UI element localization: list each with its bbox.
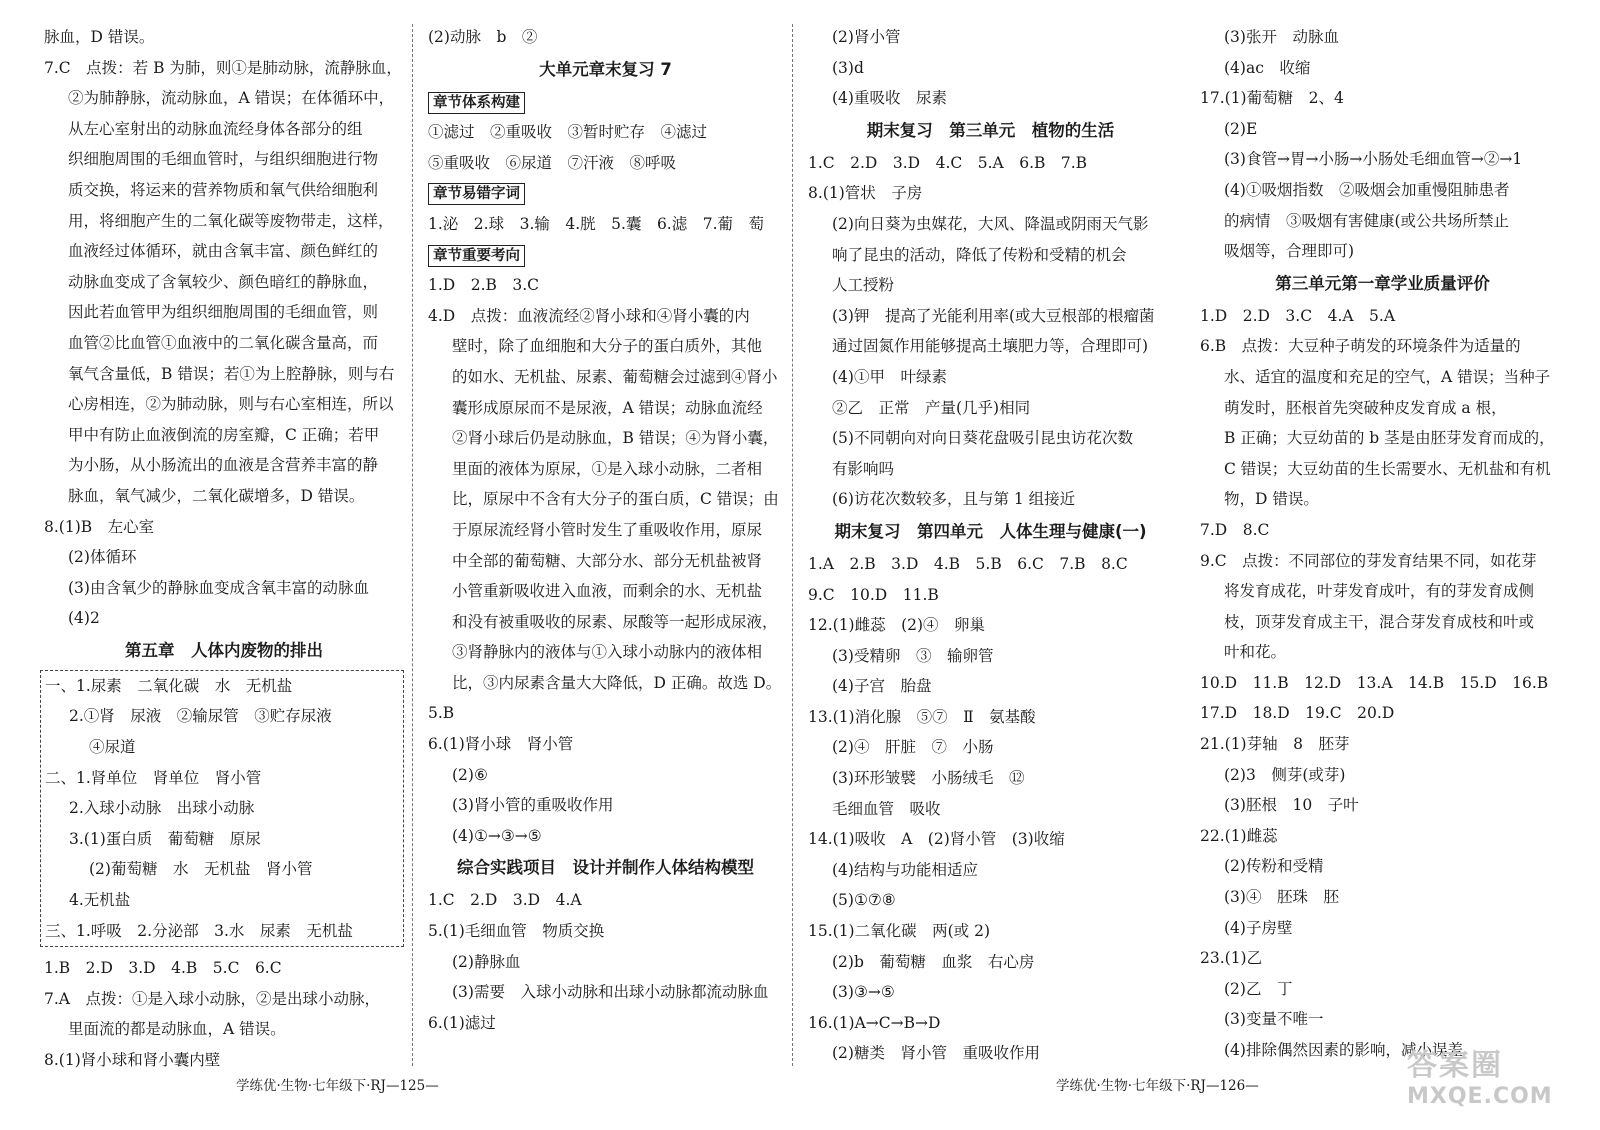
text-line: (3)由含氧少的静脉血变成含氧丰富的动脉血 (68, 578, 369, 597)
text-line: 囊形成原尿而不是尿液，A 错误；动脉血流经 (452, 398, 763, 417)
text-line: (2)④ 肝脏 ⑦ 小肠 (832, 738, 994, 757)
text-line: 水、适宜的温度和充足的空气，A 错误；当种子 (1224, 367, 1551, 386)
text-line: (3)肾小管的重吸收作用 (452, 796, 614, 815)
section-tag: 章节易错字词 (428, 183, 525, 205)
text-line: ⑤重吸收 ⑥尿道 ⑦汗液 ⑧呼吸 (428, 153, 677, 172)
text-line: (2)3 侧芽(或芽) (1224, 765, 1346, 784)
text-line: 23.(1)乙 (1200, 949, 1263, 968)
text-line: C 错误；大豆幼苗的生长需要水、无机盐和有机 (1224, 459, 1551, 478)
section-heading: 第三单元第一章学业质量评价 (1275, 273, 1490, 293)
text-line: 9.C 点拨：不同部位的芽发育结果不同，如花芽 (1200, 551, 1537, 570)
column-divider (412, 24, 413, 1066)
text-line: (4)重吸收 尿素 (832, 89, 947, 108)
page-footer-left: 学练优·生物·七年级下·RJ—125— (236, 1078, 439, 1094)
text-line: 5.B (428, 704, 455, 723)
text-line: (4)子宫 胎盘 (832, 677, 932, 696)
text-line: 14.(1)吸收 A (2)肾小管 (3)收缩 (808, 830, 1065, 849)
text-line: 15.(1)二氧化碳 两(或 2) (808, 922, 990, 941)
text-line: 2.入球小动脉 出球小动脉 (69, 799, 255, 818)
text-line: (2)静脉血 (452, 952, 521, 971)
text-line: 于原尿流经肾小管时发生了重吸收作用，原尿 (452, 520, 763, 539)
text-line: 1.B 2.D 3.D 4.B 5.C 6.C (44, 959, 282, 978)
text-line: 甲中有防止血液倒流的房室瓣，C 正确；若甲 (68, 425, 380, 444)
text-line: 毛细血管 吸收 (832, 799, 941, 818)
text-line: 里面的液体为原尿，①是入球小动脉，二者相 (452, 459, 763, 478)
text-line: 枝，顶芽发育成主干，混合芽发育成枝和叶或 (1224, 612, 1535, 631)
text-line: 脉血，氧气减少，二氧化碳增多，D 错误。 (68, 486, 365, 505)
text-line: 三、1.呼吸 2.分泌部 3.水 尿素 无机盐 (45, 921, 353, 940)
text-line: (2)⑥ (452, 765, 488, 784)
text-line: 8.(1)管状 子房 (808, 184, 923, 203)
text-line: (5)①⑦⑧ (832, 891, 896, 910)
text-line: (3)食管→胃→小肠→小肠处毛细血管→②→1 (1224, 150, 1523, 169)
text-line: 7.D 8.C (1200, 520, 1270, 539)
summary-box (40, 670, 404, 947)
text-line: 比，原尿中不含有大分子的蛋白质，C 错误；由 (452, 490, 779, 509)
text-line: (3)张开 动脉血 (1224, 28, 1339, 46)
text-line: 17.D 18.D 19.C 20.D (1200, 704, 1395, 723)
text-line: 吸烟等，合理即可) (1224, 242, 1355, 261)
text-line: (4)结构与功能相适应 (832, 860, 978, 879)
text-line: 6.(1)滤过 (428, 1013, 496, 1032)
text-line: 1.C 2.D 3.D 4.A (428, 891, 582, 910)
page-footer-right: 学练优·生物·七年级下·RJ—126— (1056, 1078, 1259, 1094)
section-heading: 第五章 人体内废物的排出 (125, 640, 323, 660)
text-line: ③肾静脉内的液体与①入球小动脉内的液体相 (452, 643, 763, 662)
text-line: 从左心室射出的动脉血流经身体各部分的组 (68, 119, 363, 138)
text-line: (4)①吸烟指数 ②吸烟会加重慢阻肺患者 (1224, 180, 1510, 199)
text-line: 动脉血变成了含氧较少、颜色暗红的静脉血， (68, 272, 379, 291)
text-line: 17.(1)葡萄糖 2、4 (1200, 89, 1344, 108)
text-line: 氧气含量低，B 错误；若①为上腔静脉，则与右 (68, 364, 395, 383)
text-line: ②乙 正常 产量(几乎)相同 (832, 398, 1031, 417)
text-line: (4)ac 收缩 (1224, 58, 1311, 77)
section-heading: 综合实践项目 设计并制作人体结构模型 (457, 858, 754, 878)
text-line: ②肾小球后仍是动脉血，B 错误；④为肾小囊， (452, 429, 779, 448)
text-line: 比，③内尿素含量大大降低，D 正确。故选 D。 (452, 673, 782, 692)
text-line: (3)③→⑤ (832, 983, 895, 1002)
text-line: 5.(1)毛细血管 物质交换 (428, 922, 605, 941)
text-line: (3)钾 提高了光能利用率(或大豆根部的根瘤菌 (832, 306, 1155, 325)
text-line: 脉血，D 错误。 (44, 28, 155, 46)
text-line: 有影响吗 (832, 459, 895, 478)
text-line: 为小肠，从小肠流出的血液是含营养丰富的静 (68, 456, 379, 475)
column-divider (792, 24, 793, 1066)
text-line: 里面流的都是动脉血，A 错误。 (68, 1020, 286, 1039)
text-line: 因此若血管甲为组织细胞周围的毛细血管，则 (68, 303, 379, 322)
text-line: 人工授粉 (832, 276, 895, 295)
column-2 (428, 22, 783, 1038)
text-line: 4.D 点拨：血液流经②肾小球和④肾小囊的内 (428, 306, 750, 325)
text-line: (3)受精卵 ③ 输卵管 (832, 646, 994, 665)
text-line: (2)葡萄糖 水 无机盐 肾小管 (89, 860, 313, 879)
text-line: 1.D 2.D 3.C 4.A 5.A (1200, 306, 1396, 325)
text-line: 将发育成花，叶芽发育成叶，有的芽发育成侧 (1224, 582, 1535, 601)
text-line: (4)①→③→⑤ (452, 826, 542, 845)
text-line: 质交换，将运来的营养物质和氧气供给细胞利 (68, 180, 379, 199)
text-line: 2.①肾 尿液 ②输尿管 ③贮存尿液 (69, 707, 332, 726)
column-1 (44, 22, 404, 1076)
text-line: (3)需要 入球小动脉和出球小动脉都流动脉血 (452, 983, 769, 1002)
text-line: (5)不同朝向对向日葵花盘吸引昆虫访花次数 (832, 429, 1133, 448)
text-line: 和没有被重吸收的尿素、尿酸等一起形成尿液， (452, 612, 778, 631)
text-line: 血管②比血管①血液中的二氧化碳含量高，而 (68, 333, 379, 352)
text-line: B 正确；大豆幼苗的 b 茎是由胚芽发育而成的， (1224, 429, 1555, 448)
text-line: 1.A 2.B 3.D 4.B 5.B 6.C 7.B 8.C (808, 554, 1128, 573)
watermark-text: 答案圈 (1407, 1048, 1503, 1083)
text-line: (2)b 葡萄糖 血浆 右心房 (832, 952, 1035, 971)
text-line: 7.C 点拨：若 B 为肺，则①是肺动脉，流静脉血， (44, 58, 402, 77)
column-3 (808, 22, 1173, 1069)
text-line: (4)①甲 叶绿素 (832, 367, 947, 386)
text-line: 7.A 点拨：①是入球小动脉，②是出球小动脉， (44, 989, 380, 1008)
text-line: (2)E (1224, 119, 1258, 138)
text-line: 二、1.肾单位 肾单位 肾小管 (45, 768, 262, 787)
text-line: 萌发时，胚根首先突破种皮发育成 a 根， (1224, 398, 1507, 417)
text-line: 21.(1)芽轴 8 胚芽 (1200, 735, 1350, 754)
text-line: (2)传粉和受精 (1224, 857, 1324, 876)
text-line: (4)子房壁 (1224, 918, 1293, 937)
text-line: 9.C 10.D 11.B (808, 585, 939, 604)
text-line: 叶和花。 (1224, 643, 1287, 662)
text-line: 响了昆虫的活动，降低了传粉和受精的机会 (832, 245, 1127, 264)
watermark-logo (1407, 1040, 1582, 1118)
text-line: 血液经过体循环，就由含氧丰富、颜色鲜红的 (68, 242, 379, 261)
text-line: 小管重新吸收进入血液，而剩余的水、无机盐 (452, 582, 763, 601)
section-heading: 大单元章末复习 7 (539, 59, 672, 79)
text-line: (3)变量不唯一 (1224, 1010, 1324, 1029)
text-line: (3)胚根 10 子叶 (1224, 796, 1359, 815)
text-line: 物，D 错误。 (1224, 490, 1319, 509)
text-line: (4)排除偶然因素的影响，减小误差 (1224, 1041, 1463, 1059)
section-tag: 章节重要考向 (428, 245, 525, 267)
text-line: 心房相连，②为肺动脉，则与右心室相连，所以 (68, 395, 394, 414)
text-line: (3)d (832, 58, 864, 77)
text-line: (6)访花次数较多，且与第 1 组接近 (832, 490, 1076, 509)
text-line: (4)2 (68, 609, 100, 628)
column-4 (1200, 22, 1565, 1066)
text-line: 22.(1)雌蕊 (1200, 826, 1278, 845)
text-line: 4.无机盐 (69, 891, 131, 910)
section-heading: 期末复习 第三单元 植物的生活 (866, 120, 1115, 140)
text-line: 一、1.尿素 二氧化碳 水 无机盐 (45, 676, 293, 695)
section-heading: 期末复习 第四单元 人体生理与健康(一) (834, 521, 1147, 541)
text-line: 壁时，除了血细胞和大分子的蛋白质外，其他 (452, 337, 763, 356)
text-line: 6.(1)肾小球 肾小管 (428, 735, 574, 754)
text-line: 13.(1)消化腺 ⑤⑦ Ⅱ 氨基酸 (808, 707, 1036, 726)
text-line: 织细胞周围的毛细血管时，与组织细胞进行物 (68, 150, 379, 169)
watermark-url: MXQE.COM (1407, 1084, 1553, 1109)
text-line: 6.B 点拨：大豆种子萌发的环境条件为适量的 (1200, 337, 1521, 356)
text-line: (2)糖类 肾小管 重吸收作用 (832, 1044, 1040, 1063)
text-line: (2)向日葵为虫媒花，大风、降温或阴雨天气影 (832, 214, 1149, 233)
text-line: 3.(1)蛋白质 葡萄糖 原尿 (69, 829, 261, 848)
text-line: 中全部的葡萄糖、大部分水、部分无机盐被肾 (452, 551, 763, 570)
text-line: 1.C 2.D 3.D 4.C 5.A 6.B 7.B (808, 153, 1088, 172)
text-line: (2)乙 丁 (1224, 979, 1293, 998)
text-line: 用，将细胞产生的二氧化碳等废物带走，这样， (68, 211, 394, 230)
text-line: 1.D 2.B 3.C (428, 276, 540, 295)
text-line: (2)肾小管 (832, 28, 901, 46)
text-line: 10.D 11.B 12.D 13.A 14.B 15.D 16.B (1200, 673, 1549, 692)
text-line: 的如水、无机盐、尿素、葡萄糖会过滤到④肾小 (452, 367, 778, 386)
text-line: (3)环形皱襞 小肠绒毛 ⑫ (832, 769, 1025, 788)
section-tag: 章节体系构建 (428, 92, 525, 114)
text-line: ②为肺静脉，流动脉血，A 错误；在体循环中， (68, 89, 395, 108)
text-line: (2)动脉 b ② (428, 28, 538, 46)
text-line: 12.(1)雌蕊 (2)④ 卵巢 (808, 616, 986, 635)
text-line: (2)体循环 (68, 548, 137, 567)
text-line: 16.(1)A→C→B→D (808, 1013, 941, 1032)
text-line: 8.(1)B 左心室 (44, 517, 155, 536)
text-line: ④尿道 (89, 738, 136, 757)
text-line: 通过固氮作用能够提高土壤肥力等，合理即可) (832, 337, 1149, 356)
text-line: 的病情 ③吸烟有害健康(或公共场所禁止 (1224, 211, 1510, 230)
text-line: 8.(1)肾小球和肾小囊内壁 (44, 1051, 221, 1069)
text-line: ①滤过 ②重吸收 ③暂时贮存 ④滤过 (428, 123, 708, 142)
text-line: (3)④ 胚珠 胚 (1224, 888, 1339, 907)
text-line: 1.泌 2.球 3.输 4.胱 5.囊 6.滤 7.葡 萄 (428, 214, 765, 233)
